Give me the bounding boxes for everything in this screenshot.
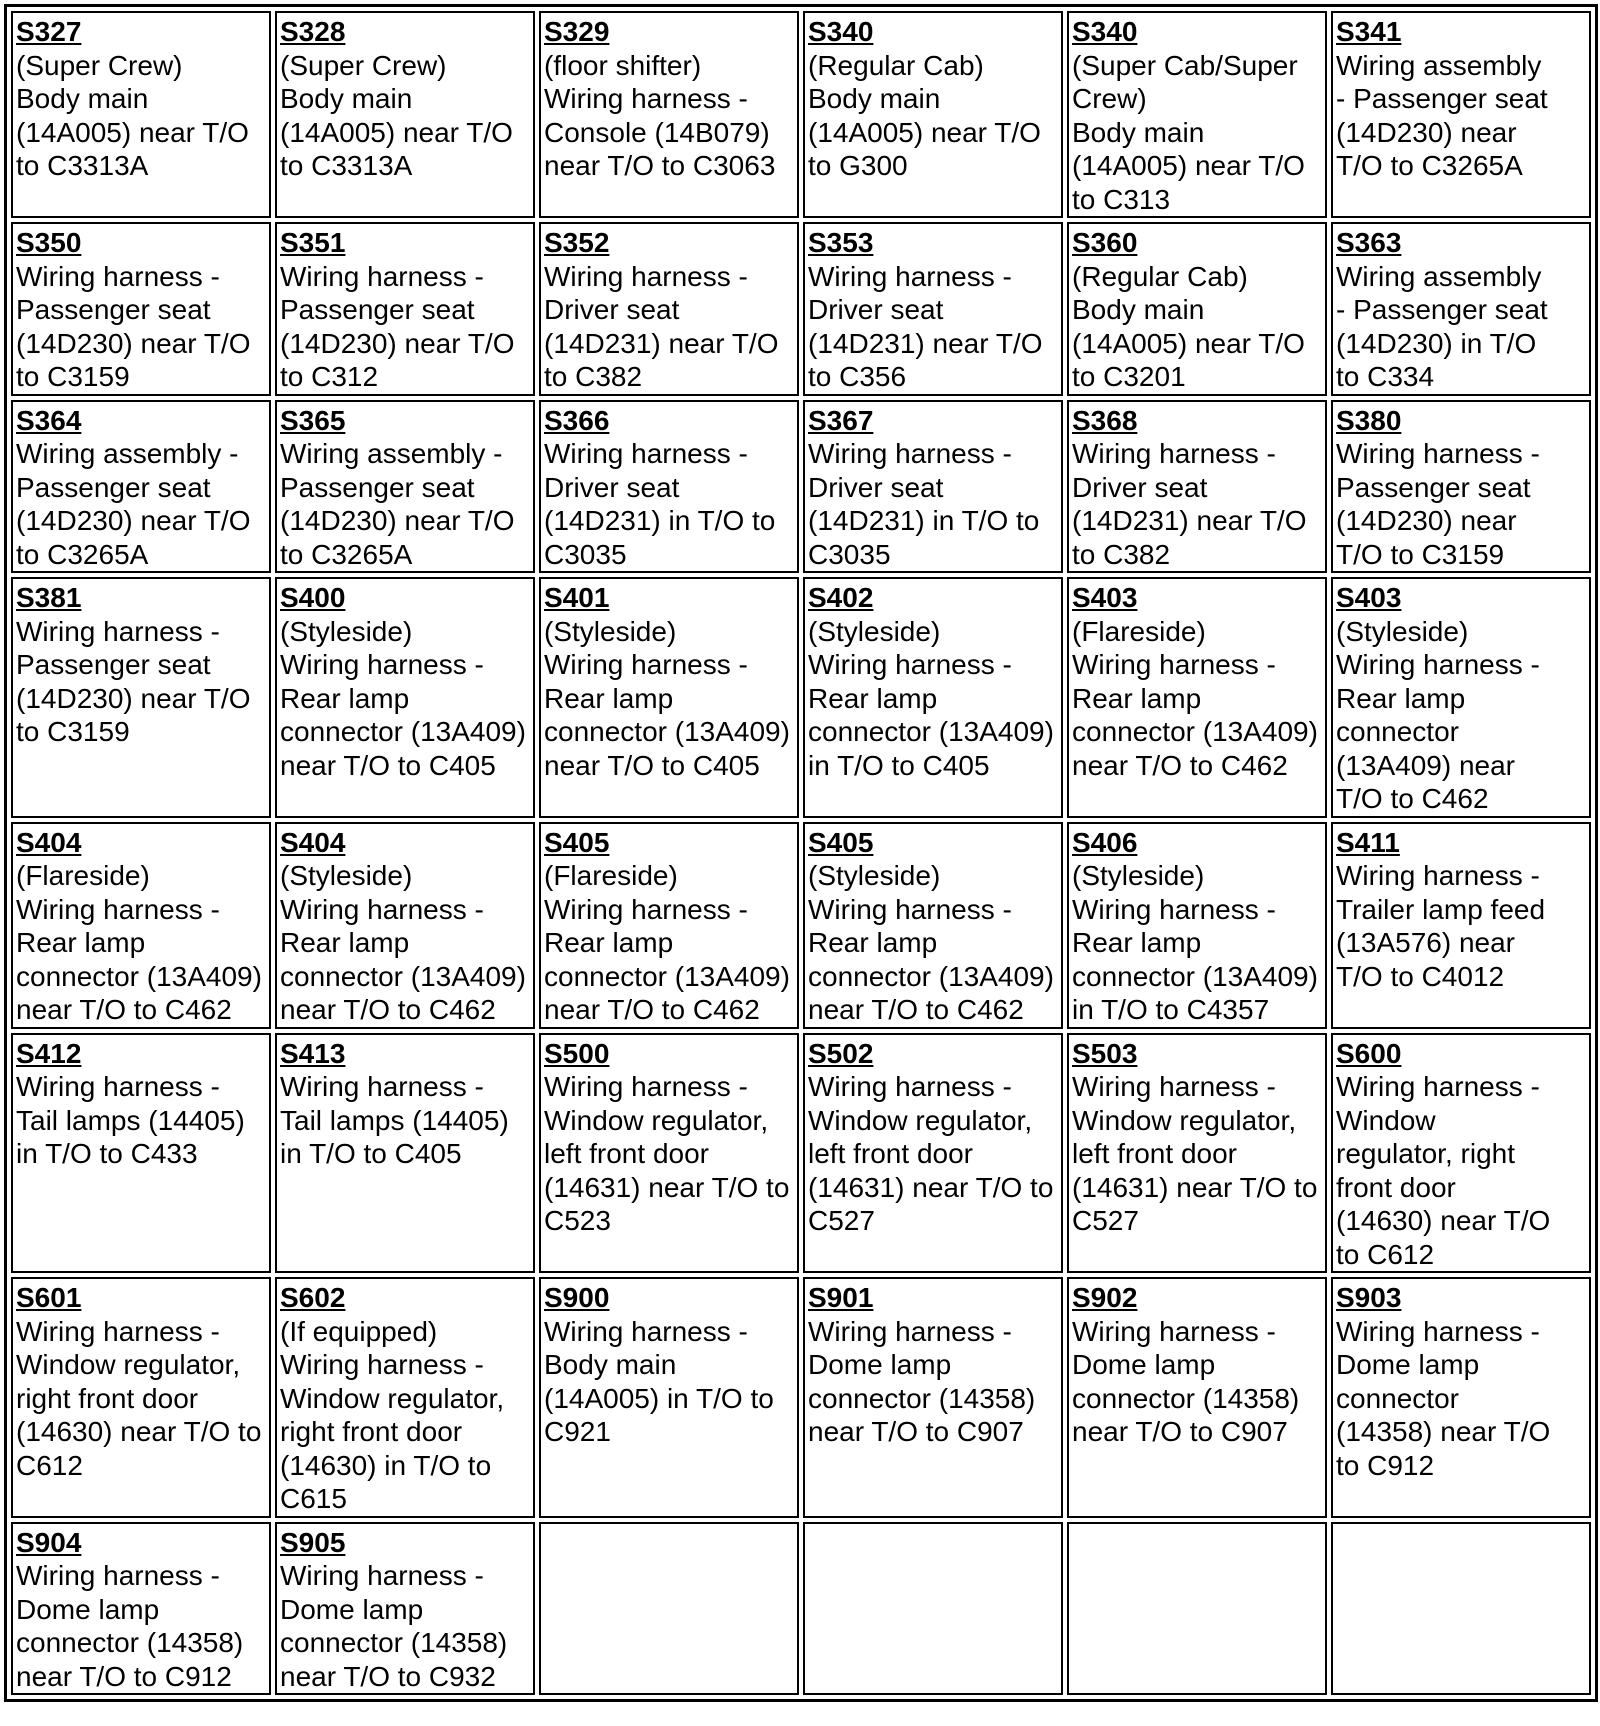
splice-description-line: Passenger seat <box>16 294 211 325</box>
splice-id: S340 <box>1072 16 1138 47</box>
splice-description-line: connector (14358) <box>280 1627 508 1658</box>
splice-description-line: (14D231) in T/O to <box>808 505 1040 536</box>
splice-description-line: Wiring harness - <box>808 1071 1012 1102</box>
splice-id: S413 <box>280 1037 346 1069</box>
table-row <box>11 1277 1591 1518</box>
splice-description-line: Body main <box>544 1349 677 1380</box>
splice-cell <box>1067 222 1327 396</box>
splice-description-line: (14A005) near T/O <box>808 116 1041 148</box>
splice-description-line: Rear lamp <box>280 682 410 714</box>
splice-description-line: (Styleside) <box>808 860 941 891</box>
splice-description-line: Wiring harness - <box>544 1315 748 1347</box>
splice-description-line: Window regulator, <box>16 1349 241 1380</box>
splice-id: S402 <box>808 582 874 613</box>
splice-id: S600 <box>1336 1037 1402 1069</box>
splice-cell <box>539 400 799 574</box>
table-row <box>11 577 1591 818</box>
splice-description-line: C615 <box>280 1483 347 1514</box>
splice-description-line: Dome lamp <box>808 1349 952 1380</box>
splice-cell <box>1067 1033 1327 1274</box>
splice-description-line: (14D230) near T/O <box>16 505 251 536</box>
splice-description-line: (14D231) near T/O <box>544 327 779 359</box>
splice-id: S353 <box>808 227 874 258</box>
splice-id: S602 <box>280 1282 346 1313</box>
splice-description-line: (14D231) in T/O to <box>544 505 776 536</box>
splice-cell <box>803 1277 1063 1518</box>
splice-description-line: connector (14358) <box>16 1627 244 1658</box>
splice-id: S905 <box>280 1526 346 1558</box>
splice-cell <box>803 577 1063 818</box>
splice-description-line: Wiring harness - <box>544 83 748 114</box>
splice-description-line: C921 <box>544 1416 611 1447</box>
table-row <box>11 1522 1591 1696</box>
splice-description-line: left front door <box>1072 1138 1237 1169</box>
splice-description-line: to C3313A <box>16 150 149 181</box>
splice-description-line: Wiring harness - <box>1336 860 1540 891</box>
splice-description-line: Wiring harness - <box>808 438 1012 469</box>
splice-description-line: Driver seat <box>1072 471 1208 503</box>
splice-description-line: (14D230) near T/O <box>16 682 251 714</box>
splice-description-line: Window regulator, <box>544 1104 769 1136</box>
splice-description-line: to C612 <box>1336 1238 1435 1270</box>
splice-description-line: Dome lamp <box>1336 1349 1480 1380</box>
splice-description-line: Wiring harness - <box>1072 893 1276 925</box>
splice-description-line: right front door <box>16 1382 199 1414</box>
splice-cell <box>1331 11 1591 218</box>
splice-id: S412 <box>16 1037 82 1069</box>
splice-id: S403 <box>1336 582 1402 613</box>
splice-description-line: (Flareside) <box>1072 615 1206 647</box>
splice-description-line: (14D231) near T/O <box>1072 505 1307 536</box>
splice-description-line: (14D231) near T/O <box>808 327 1043 359</box>
splice-description-line: C612 <box>16 1449 83 1481</box>
splice-description-line: T/O to C462 <box>1336 783 1489 814</box>
splice-id: S404 <box>280 826 346 858</box>
splice-description-line: - Passenger seat <box>1336 294 1548 325</box>
splice-description-line: Wiring harness - <box>1072 649 1276 680</box>
splice-description-line: to C382 <box>1072 538 1171 570</box>
splice-description-line: (14D230) near <box>1336 116 1517 148</box>
splice-cell <box>11 822 271 1029</box>
splice-description-line: (13A409) near <box>1336 749 1516 781</box>
splice-description-line: Body main <box>280 83 413 114</box>
splice-description-line: Console (14B079) <box>544 116 770 148</box>
splice-description-line: Passenger seat <box>1336 471 1531 503</box>
splice-cell <box>275 11 535 218</box>
splice-description-line: (14631) near T/O to <box>808 1171 1054 1203</box>
splice-description-line: Body main <box>1072 294 1205 325</box>
splice-cell <box>539 1277 799 1518</box>
splice-description-line: Wiring assembly <box>1336 49 1542 81</box>
empty-cell <box>539 1522 799 1696</box>
splice-description-line: to C3265A <box>280 538 413 570</box>
splice-description-line: Wiring harness - <box>544 893 748 925</box>
splice-description-line: Rear lamp <box>1072 927 1202 958</box>
splice-id: S351 <box>280 227 346 258</box>
splice-description-line: connector <box>1336 1382 1459 1414</box>
splice-cell <box>275 1033 535 1274</box>
splice-description-line: (13A576) near <box>1336 927 1516 958</box>
splice-description-line: right front door <box>280 1416 463 1447</box>
splice-cell <box>11 222 271 396</box>
splice-cell <box>1331 400 1591 574</box>
splice-description-line: (Styleside) <box>808 615 941 647</box>
splice-cell <box>1067 577 1327 818</box>
splice-id: S902 <box>1072 1282 1138 1313</box>
splice-description-line: T/O to C3265A <box>1336 150 1523 181</box>
splice-description-line: regulator, right <box>1336 1138 1515 1169</box>
splice-description-line: to C313 <box>1072 183 1171 215</box>
splice-description-line: Wiring harness - <box>16 1315 220 1347</box>
splice-description-line: Window regulator, <box>280 1382 505 1414</box>
splice-cell <box>1067 1277 1327 1518</box>
splice-description-line: Dome lamp <box>1072 1349 1216 1380</box>
table-row <box>11 222 1591 396</box>
splice-cell <box>803 822 1063 1029</box>
splice-cell <box>275 222 535 396</box>
splice-id: S403 <box>1072 582 1138 613</box>
splice-cell <box>539 1033 799 1274</box>
splice-id: S364 <box>16 404 82 436</box>
splice-description-line: (14631) near T/O to <box>1072 1171 1318 1203</box>
splice-description-line: Wiring harness - <box>280 1071 484 1102</box>
splice-id: S368 <box>1072 404 1138 436</box>
splice-id: S502 <box>808 1037 874 1069</box>
splice-id: S500 <box>544 1037 610 1069</box>
splice-description-line: (14D230) near T/O <box>280 327 515 359</box>
splice-description-line: connector (14358) <box>1072 1382 1300 1414</box>
splice-description-line: to C912 <box>1336 1449 1435 1481</box>
splice-id: S327 <box>16 16 82 47</box>
splice-description-line: Wiring harness - <box>544 260 748 292</box>
splice-table-body <box>11 11 1591 1695</box>
splice-description-line: connector (13A409) <box>16 960 262 992</box>
splice-description-line: near T/O to C405 <box>280 749 496 781</box>
splice-description-line: near T/O to C405 <box>544 749 760 781</box>
splice-cell <box>1067 822 1327 1029</box>
splice-description-line: Tail lamps (14405) <box>16 1104 245 1136</box>
splice-description-line: Rear lamp <box>280 927 410 958</box>
splice-description-line: to C312 <box>280 361 379 392</box>
splice-description-line: Tail lamps (14405) <box>280 1104 509 1136</box>
splice-description-line: (Flareside) <box>16 860 150 891</box>
splice-cell <box>1331 822 1591 1029</box>
splice-id: S366 <box>544 404 610 436</box>
splice-description-line: (Styleside) <box>280 860 413 891</box>
splice-cell <box>1067 400 1327 574</box>
empty-cell <box>1067 1522 1327 1696</box>
splice-id: S341 <box>1336 16 1402 47</box>
splice-id: S329 <box>544 16 610 47</box>
splice-description-line: Wiring harness - <box>16 1071 220 1102</box>
splice-description-line: (14630) in T/O to <box>280 1449 492 1481</box>
splice-description-line: C527 <box>1072 1205 1139 1236</box>
splice-description-line: Rear lamp <box>16 927 146 958</box>
table-row <box>11 822 1591 1029</box>
splice-description-line: C3035 <box>544 538 627 570</box>
splice-description-line: Rear lamp <box>1072 682 1202 714</box>
splice-description-line: Rear lamp <box>1336 682 1466 714</box>
splice-description-line: left front door <box>808 1138 973 1169</box>
splice-id: S405 <box>808 826 874 858</box>
splice-description-line: (Super Crew) <box>280 49 447 81</box>
splice-description-line: Window regulator, <box>808 1104 1033 1136</box>
splice-description-line: in T/O to C433 <box>16 1138 198 1169</box>
splice-cell <box>275 577 535 818</box>
splice-description-line: (14D230) near T/O <box>16 327 251 359</box>
splice-id: S340 <box>808 16 874 47</box>
splice-description-line: to G300 <box>808 150 908 181</box>
splice-description-line: (14A005) near T/O <box>16 116 249 148</box>
splice-description-line: Wiring harness - <box>1336 438 1540 469</box>
splice-description-line: Passenger seat <box>16 649 211 680</box>
splice-id: S328 <box>280 16 346 47</box>
splice-cell <box>539 11 799 218</box>
splice-description-line: Wiring assembly - <box>280 438 503 469</box>
splice-description-line: connector (13A409) <box>280 716 526 747</box>
splice-description-line: front door <box>1336 1171 1456 1203</box>
splice-description-line: (Styleside) <box>544 615 677 647</box>
splice-description-line: Wiring harness - <box>1336 1315 1540 1347</box>
splice-description-line: to C334 <box>1336 361 1435 392</box>
splice-description-line: connector (13A409) <box>544 716 790 747</box>
splice-description-line: Dome lamp <box>16 1593 160 1625</box>
splice-description-line: Window regulator, <box>1072 1104 1297 1136</box>
table-row <box>11 1033 1591 1274</box>
splice-description-line: Wiring harness - <box>16 1560 220 1591</box>
splice-cell <box>803 11 1063 218</box>
splice-description-line: (14630) near T/O <box>1336 1205 1551 1236</box>
splice-description-line: Wiring harness - <box>544 1071 748 1102</box>
splice-description-line: Wiring assembly <box>1336 260 1542 292</box>
splice-id: S360 <box>1072 227 1138 258</box>
splice-description-line: (If equipped) <box>280 1315 438 1347</box>
splice-description-line: Wiring harness - <box>1336 1071 1540 1102</box>
splice-description-line: near T/O to C907 <box>808 1416 1024 1447</box>
splice-description-line: Body main <box>16 83 149 114</box>
splice-description-line: near T/O to C462 <box>280 994 496 1025</box>
splice-description-line: Window <box>1336 1104 1436 1136</box>
splice-description-line: Wiring harness - <box>808 893 1012 925</box>
splice-description-line: (floor shifter) <box>544 49 702 81</box>
splice-description-line: C523 <box>544 1205 611 1236</box>
splice-id: S900 <box>544 1282 610 1313</box>
splice-description-line: Wiring harness - <box>1336 649 1540 680</box>
splice-cell <box>1331 577 1591 818</box>
splice-description-line: near T/O to C907 <box>1072 1416 1288 1447</box>
splice-description-line: (14358) near T/O <box>1336 1416 1551 1447</box>
splice-description-line: Driver seat <box>808 294 944 325</box>
splice-description-line: to C3159 <box>16 716 130 747</box>
splice-cell <box>1331 1277 1591 1518</box>
splice-description-line: near T/O to C462 <box>16 994 232 1025</box>
splice-description-line: Driver seat <box>544 294 680 325</box>
splice-description-line: (Super Crew) <box>16 49 183 81</box>
splice-id: S406 <box>1072 826 1138 858</box>
table-row <box>11 400 1591 574</box>
splice-description-line: in T/O to C405 <box>808 749 990 781</box>
splice-description-line: Wiring assembly - <box>16 438 239 469</box>
splice-description-line: (Styleside) <box>280 615 413 647</box>
splice-description-line: Passenger seat <box>280 294 475 325</box>
splice-description-line: (Regular Cab) <box>1072 260 1248 292</box>
splice-description-line: (Flareside) <box>544 860 678 891</box>
splice-description-line: Rear lamp <box>544 682 674 714</box>
splice-cell <box>539 577 799 818</box>
splice-id: S381 <box>16 582 82 613</box>
splice-description-line: Body main <box>1072 116 1205 148</box>
splice-description-line: Wiring harness - <box>1072 1071 1276 1102</box>
splice-description-line: (14A005) in T/O to <box>544 1382 774 1414</box>
splice-description-line: Wiring harness - <box>16 260 220 292</box>
splice-description-line: T/O to C4012 <box>1336 960 1505 992</box>
splice-id: S411 <box>1336 826 1400 858</box>
splice-cell <box>275 1277 535 1518</box>
splice-description-line: near T/O to C3063 <box>544 150 776 181</box>
splice-id: S503 <box>1072 1037 1138 1069</box>
splice-id: S365 <box>280 404 346 436</box>
splice-cell <box>539 222 799 396</box>
splice-description-line: (14630) near T/O to <box>16 1416 262 1447</box>
splice-cell <box>11 400 271 574</box>
table-row <box>11 11 1591 218</box>
splice-description-line: (14A005) near T/O <box>280 116 513 148</box>
splice-description-line: connector (13A409) <box>1072 716 1318 747</box>
splice-id: S350 <box>16 227 82 258</box>
splice-id: S380 <box>1336 404 1402 436</box>
splice-description-line: (Styleside) <box>1072 860 1205 891</box>
splice-description-line: near T/O to C462 <box>544 994 760 1025</box>
splice-description-line: Wiring harness - <box>1072 1315 1276 1347</box>
splice-description-line: (14D230) near T/O <box>280 505 515 536</box>
splice-description-line: (14A005) near T/O <box>1072 150 1305 181</box>
splice-description-line: Wiring harness - <box>808 260 1012 292</box>
splice-description-line: Dome lamp <box>280 1593 424 1625</box>
splice-description-line: (14631) near T/O to <box>544 1171 790 1203</box>
splice-description-line: near T/O to C912 <box>16 1660 232 1692</box>
splice-description-line: C527 <box>808 1205 875 1236</box>
splice-description-line: Wiring harness - <box>280 1349 484 1380</box>
splice-description-line: Rear lamp <box>808 682 938 714</box>
splice-description-line: connector (13A409) <box>1072 960 1318 992</box>
splice-description-line: Wiring harness - <box>280 649 484 680</box>
splice-description-line: near T/O to C932 <box>280 1660 496 1692</box>
splice-description-line: Wiring harness - <box>16 893 220 925</box>
splice-description-line: in T/O to C405 <box>280 1138 462 1169</box>
splice-cell <box>11 1277 271 1518</box>
splice-cell <box>11 1033 271 1274</box>
splice-description-line: Body main <box>808 83 941 114</box>
splice-description-line: Passenger seat <box>16 471 211 503</box>
splice-table <box>4 4 1598 1702</box>
splice-description-line: (Styleside) <box>1336 615 1469 647</box>
splice-description-line: connector (13A409) <box>808 716 1054 747</box>
splice-description-line: Rear lamp <box>808 927 938 958</box>
splice-description-line: to C3201 <box>1072 361 1186 392</box>
splice-cell <box>1067 11 1327 218</box>
splice-description-line: Wiring harness - <box>280 893 484 925</box>
splice-id: S363 <box>1336 227 1402 258</box>
splice-description-line: Wiring harness - <box>16 615 220 647</box>
splice-cell <box>275 1522 535 1696</box>
splice-description-line: (14D230) in T/O <box>1336 327 1537 359</box>
splice-cell <box>1331 222 1591 396</box>
splice-description-line: Crew) <box>1072 83 1147 114</box>
splice-description-line: Rear lamp <box>544 927 674 958</box>
splice-id: S903 <box>1336 1282 1402 1313</box>
splice-description-line: connector (13A409) <box>544 960 790 992</box>
splice-description-line: to C3159 <box>16 361 130 392</box>
splice-description-line: Wiring harness - <box>544 438 748 469</box>
splice-id: S904 <box>16 1526 82 1558</box>
splice-description-line: to C382 <box>544 361 643 392</box>
splice-description-line: (14A005) near T/O <box>1072 327 1305 359</box>
splice-description-line: connector <box>1336 716 1459 747</box>
splice-description-line: in T/O to C4357 <box>1072 994 1270 1025</box>
splice-description-line: (Regular Cab) <box>808 49 984 81</box>
splice-description-line: Wiring harness - <box>280 260 484 292</box>
splice-id: S352 <box>544 227 610 258</box>
splice-description-line: near T/O to C462 <box>1072 749 1288 781</box>
splice-description-line: Wiring harness - <box>808 649 1012 680</box>
splice-description-line: - Passenger seat <box>1336 83 1548 114</box>
splice-description-line: to C3313A <box>280 150 413 181</box>
splice-cell <box>1331 1033 1591 1274</box>
splice-id: S405 <box>544 826 610 858</box>
splice-cell <box>803 222 1063 396</box>
splice-description-line: left front door <box>544 1138 709 1169</box>
splice-cell <box>539 822 799 1029</box>
splice-id: S901 <box>808 1282 874 1313</box>
empty-cell <box>1331 1522 1591 1696</box>
splice-id: S404 <box>16 826 82 858</box>
splice-description-line: (Super Cab/Super <box>1072 49 1298 81</box>
splice-id: S400 <box>280 582 346 613</box>
empty-cell <box>803 1522 1063 1696</box>
splice-description-line: Wiring harness - <box>808 1315 1012 1347</box>
splice-description-line: (14D230) near <box>1336 505 1517 536</box>
splice-description-line: to C356 <box>808 361 907 392</box>
splice-cell <box>275 822 535 1029</box>
splice-description-line: Passenger seat <box>280 471 475 503</box>
splice-cell <box>803 400 1063 574</box>
splice-description-line: T/O to C3159 <box>1336 538 1505 570</box>
splice-description-line: Trailer lamp feed <box>1336 893 1546 925</box>
splice-description-line: Wiring harness - <box>280 1560 484 1591</box>
splice-description-line: connector (13A409) <box>280 960 526 992</box>
splice-cell <box>275 400 535 574</box>
splice-description-line: Driver seat <box>544 471 680 503</box>
splice-description-line: Driver seat <box>808 471 944 503</box>
splice-description-line: Wiring harness - <box>1072 438 1276 469</box>
splice-id: S367 <box>808 404 874 436</box>
splice-cell <box>803 1033 1063 1274</box>
splice-description-line: connector (14358) <box>808 1382 1036 1414</box>
splice-description-line: C3035 <box>808 538 891 570</box>
splice-cell <box>11 577 271 818</box>
splice-id: S401 <box>544 582 610 613</box>
splice-description-line: Wiring harness - <box>544 649 748 680</box>
splice-description-line: to C3265A <box>16 538 149 570</box>
splice-cell <box>11 11 271 218</box>
splice-id: S601 <box>16 1282 82 1313</box>
splice-description-line: near T/O to C462 <box>808 994 1024 1025</box>
splice-cell <box>11 1522 271 1696</box>
splice-description-line: connector (13A409) <box>808 960 1054 992</box>
